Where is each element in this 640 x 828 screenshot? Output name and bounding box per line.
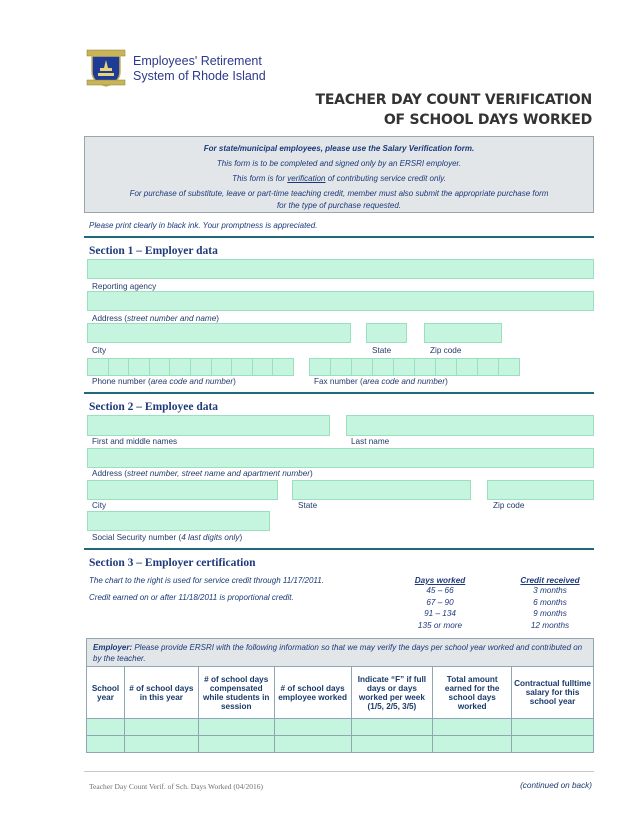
column-header-days-worked: # of school days employee worked xyxy=(274,667,351,719)
employee-last-name-label: Last name xyxy=(351,437,390,446)
school-days-table xyxy=(86,666,594,753)
employee-zip-label: Zip code xyxy=(493,501,525,510)
column-header-school-year: School year xyxy=(87,667,125,719)
notice-verification-word: verification xyxy=(287,174,326,183)
notice-line2: This form is to be completed and signed only by an ERSRI employer. xyxy=(216,159,462,168)
organization-name xyxy=(133,54,266,83)
table-cell-input[interactable] xyxy=(351,736,433,753)
fax-label-pre: Fax number ( xyxy=(314,377,363,386)
section-divider xyxy=(84,548,594,550)
employee-address-input[interactable] xyxy=(87,448,594,468)
reporting-agency-label: Reporting agency xyxy=(92,282,157,291)
fax-label-post: ) xyxy=(445,377,448,386)
notice-line1: For state/municipal employees, please use the Salary Verification form. xyxy=(203,144,475,153)
employee-state-input[interactable] xyxy=(292,480,471,500)
table-cell-input[interactable] xyxy=(433,719,512,736)
employer-phone-label xyxy=(92,377,236,386)
notice-box xyxy=(84,136,594,213)
table-cell-input[interactable] xyxy=(124,719,198,736)
org-name-line2: System of Rhode Island xyxy=(133,68,266,83)
table-row xyxy=(87,736,594,753)
employer-label: Employer: xyxy=(93,643,133,652)
table-cell-input[interactable] xyxy=(274,719,351,736)
ssn-label-pre: Social Security number ( xyxy=(92,533,182,542)
employer-address-label xyxy=(92,314,219,323)
employer-address-label-post: ) xyxy=(216,314,219,323)
employee-ssn-input[interactable] xyxy=(87,511,270,531)
credit-received-column xyxy=(510,576,590,631)
employer-address-label-pre: Address ( xyxy=(92,314,128,323)
table-cell-input[interactable] xyxy=(87,736,125,753)
employee-zip-input[interactable] xyxy=(487,480,594,500)
employee-city-label: City xyxy=(92,501,107,510)
column-header-days-compensated: # of school days compensated while students in session xyxy=(198,667,274,719)
fax-label-hint: area code and number xyxy=(362,377,446,386)
employee-last-name-input[interactable] xyxy=(346,415,594,436)
employee-address-label-pre: Address ( xyxy=(92,469,128,478)
notice-line5: for the type of purchase requested. xyxy=(276,201,402,210)
section-divider xyxy=(84,236,594,238)
notice-line3-post: of contributing service credit only. xyxy=(325,174,446,183)
employee-ssn-label xyxy=(92,533,242,542)
table-cell-input[interactable] xyxy=(351,719,433,736)
credit-received-row: 3 months xyxy=(533,586,567,595)
employee-address-label-post: ) xyxy=(310,469,313,478)
footer-divider xyxy=(84,771,594,772)
credit-received-row: 12 months xyxy=(530,620,570,630)
phone-label-post: ) xyxy=(233,377,236,386)
table-cell-input[interactable] xyxy=(512,736,594,753)
table-header-row xyxy=(87,667,594,719)
section-divider xyxy=(84,392,594,394)
column-header-total-earned: Total amount earned for the school days worked xyxy=(433,667,512,719)
days-worked-row: 45 – 66 xyxy=(426,586,454,595)
table-cell-input[interactable] xyxy=(198,736,274,753)
employer-address-label-hint: street number and name xyxy=(127,314,217,323)
credit-received-row: 9 months xyxy=(533,609,567,619)
employer-instructions-text: Please provide ERSRI with the following information so that we may verify the days per school year worked and contributed on by the teacher. xyxy=(93,643,583,663)
credit-received-header: Credit received xyxy=(520,576,580,585)
continued-on-back-note: (continued on back) xyxy=(520,781,592,790)
employer-state-input[interactable] xyxy=(366,323,407,343)
employee-state-label: State xyxy=(298,501,318,510)
table-cell-input[interactable] xyxy=(274,736,351,753)
section2-title: Section 2 – Employee data xyxy=(89,401,219,413)
employer-zip-input[interactable] xyxy=(424,323,502,343)
employee-city-input[interactable] xyxy=(87,480,278,500)
section3-title: Section 3 – Employer certification xyxy=(89,557,256,569)
column-header-full-days-indicator: Indicate “F” if full days or days worked per week (1/5, 2/5, 3/5) xyxy=(351,667,433,719)
days-worked-row: 67 – 90 xyxy=(426,597,454,607)
phone-label-hint: area code and number xyxy=(150,377,234,386)
employer-city-label: City xyxy=(92,346,107,355)
table-cell-input[interactable] xyxy=(124,736,198,753)
instructions-text: Please print clearly in black ink. Your promptness is appreciated. xyxy=(89,221,318,230)
days-worked-row: 91 – 134 xyxy=(424,609,456,619)
column-header-days-in-year: # of school days in this year xyxy=(124,667,198,719)
notice-line4: For purchase of substitute, leave or part-time teaching credit, member must also submit the appropriate purchase form xyxy=(129,189,549,198)
employer-state-label: State xyxy=(372,346,392,355)
org-name-line1: Employees' Retirement xyxy=(133,54,262,68)
credit-received-row: 6 months xyxy=(533,597,567,607)
table-cell-input[interactable] xyxy=(198,719,274,736)
employee-address-label-hint: street number, street name and apartment number xyxy=(127,469,310,478)
notice-line3 xyxy=(85,173,593,185)
reporting-agency-input[interactable] xyxy=(87,259,594,279)
employer-fax-label xyxy=(314,377,448,386)
days-worked-column xyxy=(400,576,480,631)
table-cell-input[interactable] xyxy=(87,719,125,736)
employer-instructions-box xyxy=(86,638,594,666)
ssn-label-hint: 4 last digits only xyxy=(181,533,240,542)
employer-address-input[interactable] xyxy=(87,291,594,311)
form-title-line2: OF SCHOOL DAYS WORKED xyxy=(383,112,592,128)
section1-title: Section 1 – Employer data xyxy=(89,245,218,257)
employee-first-names-label: First and middle names xyxy=(92,437,178,446)
notice-line3-pre: This form is for xyxy=(232,174,288,183)
days-worked-header: Days worked xyxy=(414,576,466,585)
certification-note1: The chart to the right is used for service credit through 11/17/2011. xyxy=(89,576,324,585)
employer-city-input[interactable] xyxy=(87,323,351,343)
table-cell-input[interactable] xyxy=(512,719,594,736)
employee-address-label xyxy=(92,469,313,478)
ersri-seal-logo xyxy=(84,46,128,88)
employer-zip-label: Zip code xyxy=(430,346,462,355)
ssn-label-post: ) xyxy=(239,533,243,542)
phone-label-pre: Phone number ( xyxy=(92,377,151,386)
form-footer-id: Teacher Day Count Verif. of Sch. Days Worked (04/2016) xyxy=(89,782,263,791)
table-cell-input[interactable] xyxy=(433,736,512,753)
certification-note2: Credit earned on or after 11/18/2011 is proportional credit. xyxy=(89,593,294,602)
table-row xyxy=(87,719,594,736)
days-worked-row: 135 or more xyxy=(417,620,463,630)
employer-phone-input[interactable] xyxy=(87,358,294,376)
form-title-line1: TEACHER DAY COUNT VERIFICATION xyxy=(315,92,592,108)
employer-fax-input[interactable] xyxy=(309,358,520,376)
employee-first-names-input[interactable] xyxy=(87,415,330,436)
column-header-fulltime-salary: Contractual fulltime salary for this school year xyxy=(512,667,594,719)
